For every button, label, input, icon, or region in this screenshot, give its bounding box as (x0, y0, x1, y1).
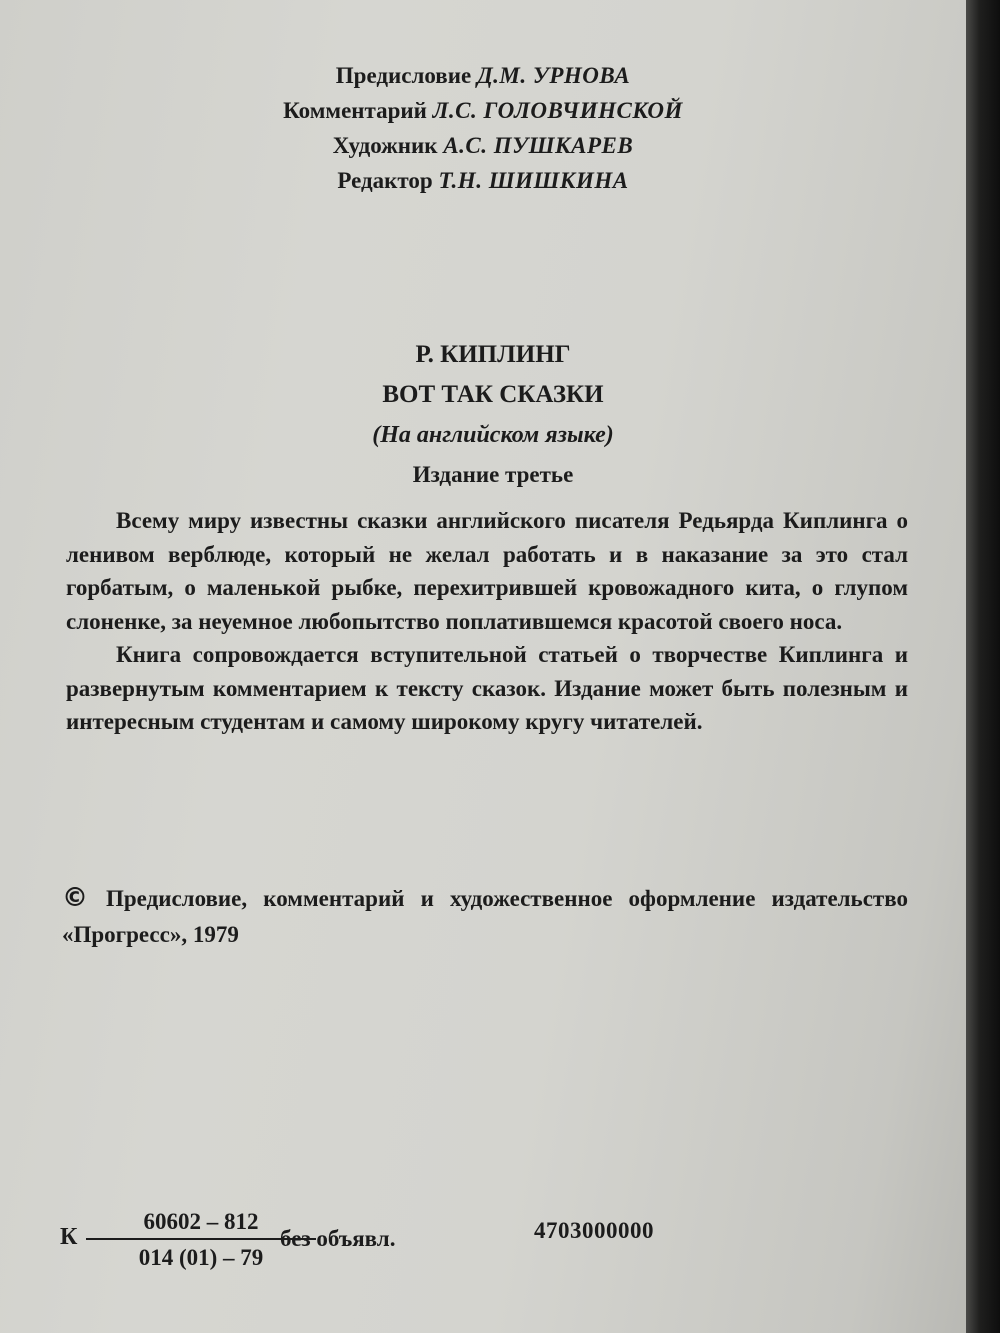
page-edge-shadow (966, 0, 1000, 1333)
credit-role: Комментарий (283, 98, 427, 123)
copyright-notice (62, 880, 908, 953)
credit-role: Предисловие (335, 63, 472, 88)
book-title: ВОТ ТАК СКАЗКИ (382, 381, 604, 408)
credit-name: Д.М. УРНОВА (476, 63, 631, 88)
language-note: (На английском языке) (372, 422, 614, 448)
credit-name: Т.Н. ШИШКИНА (438, 168, 629, 193)
credit-line (0, 93, 966, 128)
catalog-letter: К (60, 1224, 78, 1250)
edition-label: Издание третье (412, 462, 574, 487)
annotation-text (66, 504, 908, 739)
credit-role: Редактор (337, 168, 433, 193)
credit-line (0, 163, 966, 198)
annotation-paragraph: Всему миру известны сказки английского писателя Редьярда Киплинга о ленивом верблюде, который не желал работать и в наказание за это стал горбатым, о маленькой рыбке, перехитрившей кровожадного кита, о глупом слоненке, за неуемное любопытство поплатившемся красотой своего носа. (66, 508, 908, 634)
catalog-note: без объявл. (280, 1226, 396, 1251)
credit-role: Художник (332, 133, 438, 158)
credits-block (0, 58, 966, 198)
catalog-numerator: 60602 – 812 (143, 1209, 259, 1234)
credit-name: А.С. ПУШКАРЕВ (443, 133, 634, 158)
copyright-icon: © (62, 883, 88, 913)
credit-line (0, 128, 966, 163)
credit-line (0, 58, 966, 93)
title-block (0, 335, 966, 495)
catalog-denominator: 014 (01) – 79 (138, 1245, 264, 1270)
catalog-index (60, 1206, 940, 1286)
annotation-paragraph: Книга сопровождается вступительной статьей о творчестве Киплинга и развернутым комментарием к тексту сказок. Издание может быть полезным и интересным студентам и самому широкому кругу читателей. (66, 642, 908, 734)
catalog-code: 4703000000 (534, 1218, 654, 1243)
book-author: Р. КИПЛИНГ (415, 341, 571, 368)
credit-name: Л.С. ГОЛОВЧИНСКОЙ (432, 98, 683, 123)
copyright-text: Предисловие, комментарий и художественное оформление издательство «Прогресс», 1979 (62, 886, 908, 947)
